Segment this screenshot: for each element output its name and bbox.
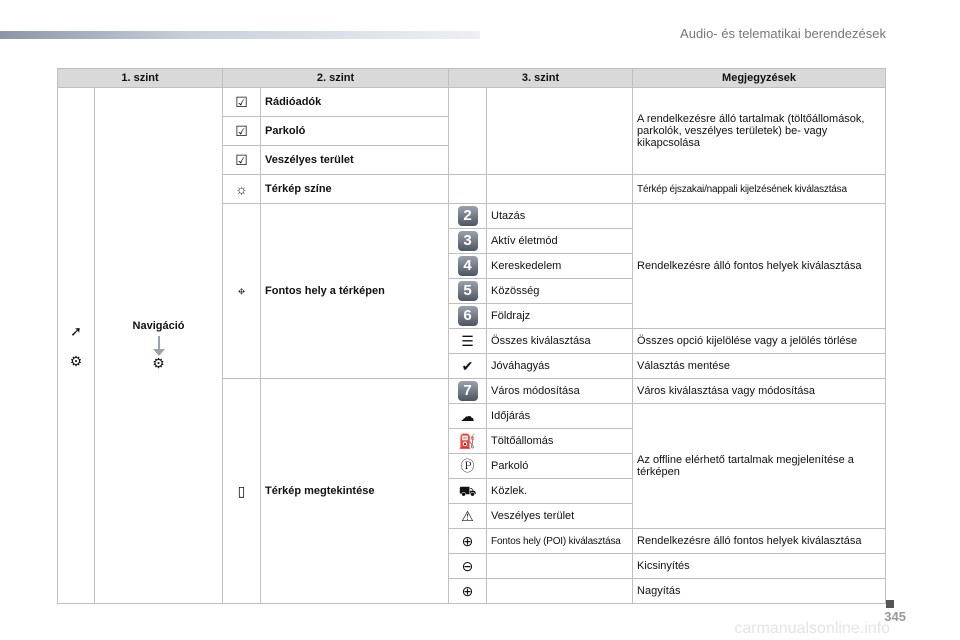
settings-table <box>57 68 886 604</box>
poi-category: Kereskedelem <box>487 254 633 279</box>
checkbox-icon: ☑ <box>235 152 248 168</box>
poi-category: Aktív életmód <box>487 229 633 254</box>
poi-label: Fontos hely a térképen <box>261 204 449 379</box>
poi-note: Rendelkezésre álló fontos helyek kiválasztása <box>633 204 886 329</box>
step-number-badge: 5 <box>458 281 478 301</box>
view-item: Veszélyes terület <box>487 504 633 529</box>
poi-category: Közösség <box>487 279 633 304</box>
view-item: Időjárás <box>487 404 633 429</box>
confirm-note: Választás mentése <box>633 354 886 379</box>
add-poi-icon: ⊕ <box>461 533 474 549</box>
step-number-badge: 3 <box>458 231 478 251</box>
checkmark-icon: ✔ <box>461 358 474 374</box>
zoom-in-note: Nagyítás <box>633 579 886 604</box>
step-number-badge: 2 <box>458 206 478 226</box>
level1-icon-cell <box>58 88 95 604</box>
select-all-label: Összes kiválasztása <box>487 329 633 354</box>
map-view-label: Térkép megtekintése <box>261 379 449 604</box>
step-number-badge: 4 <box>458 256 478 276</box>
settings-menu-icon: ⚙ <box>152 354 165 371</box>
navigation-arrow-icon: ➚ <box>70 322 82 339</box>
poi-icon: ⌖ <box>237 283 246 299</box>
level1-label-cell <box>95 88 223 604</box>
day-night-icon: ☼ <box>235 181 248 197</box>
header-gradient-bar <box>0 31 480 39</box>
page-marker <box>886 600 894 608</box>
zoom-out-note: Kicsinyítés <box>633 554 886 579</box>
offline-note: Az offline elérhető tartalmak megjelenítése a térképen <box>633 404 886 529</box>
watermark: carmanualsonline.info <box>734 620 890 637</box>
select-all-icon: ☰ <box>461 333 474 349</box>
warning-icon: ⚠ <box>461 508 474 524</box>
table-row <box>58 88 886 117</box>
section-title: Audio- és telematikai berendezések <box>680 26 886 41</box>
poi-toggle-item: Rádióadók <box>261 88 449 117</box>
poi-toggle-item: Parkoló <box>261 117 449 146</box>
zoom-out-icon: ⊖ <box>461 558 474 574</box>
table-header-row <box>58 69 886 88</box>
city-note: Város kiválasztása vagy módosítása <box>633 379 886 404</box>
step-number-badge: 6 <box>458 306 478 326</box>
city-label: Város módosítása <box>487 379 633 404</box>
poi-category: Földrajz <box>487 304 633 329</box>
column-header-notes: Megjegyzések <box>633 69 886 88</box>
view-item: Töltőállomás <box>487 429 633 454</box>
confirm-label: Jóváhagyás <box>487 354 633 379</box>
page-number: 345 <box>884 609 906 624</box>
arrow-down-icon <box>158 336 160 350</box>
checkbox-icon: ☑ <box>235 94 248 110</box>
select-all-note: Összes opció kijelölése vagy a jelölés törlése <box>633 329 886 354</box>
view-item: Parkoló <box>487 454 633 479</box>
column-header-level3: 3. szint <box>449 69 633 88</box>
poi-select-label: Fontos hely (POI) kiválasztása <box>487 529 633 554</box>
parking-icon: Ⓟ <box>460 458 475 474</box>
poi-toggle-item: Veszélyes terület <box>261 146 449 175</box>
level1-label: Navigáció <box>132 319 185 332</box>
column-header-level1: 1. szint <box>58 69 223 88</box>
view-item: Közlek. <box>487 479 633 504</box>
poi-category: Utazás <box>487 204 633 229</box>
poi-toggle-note: A rendelkezésre álló tartalmak (töltőállomások, parkolók, veszélyes területek) be- vagy kikapcsolása <box>633 88 886 175</box>
traffic-icon: ⛟ <box>458 483 477 499</box>
checkbox-icon: ☑ <box>235 123 248 139</box>
map-color-note: Térkép éjszakai/nappali kijelzésének kiválasztása <box>633 175 886 204</box>
weather-icon: ☁ <box>460 408 475 424</box>
zoom-in-icon: ⊕ <box>461 583 474 599</box>
map-color-label: Térkép színe <box>261 175 449 204</box>
column-header-level2: 2. szint <box>223 69 449 88</box>
settings-menu-icon: ⚙ <box>69 352 83 369</box>
poi-select-note: Rendelkezésre álló fontos helyek kiválasztása <box>633 529 886 554</box>
step-number-badge: 7 <box>458 381 478 401</box>
fuel-station-icon: ⛽ <box>458 433 477 449</box>
map-view-icon: ▯ <box>237 483 246 499</box>
